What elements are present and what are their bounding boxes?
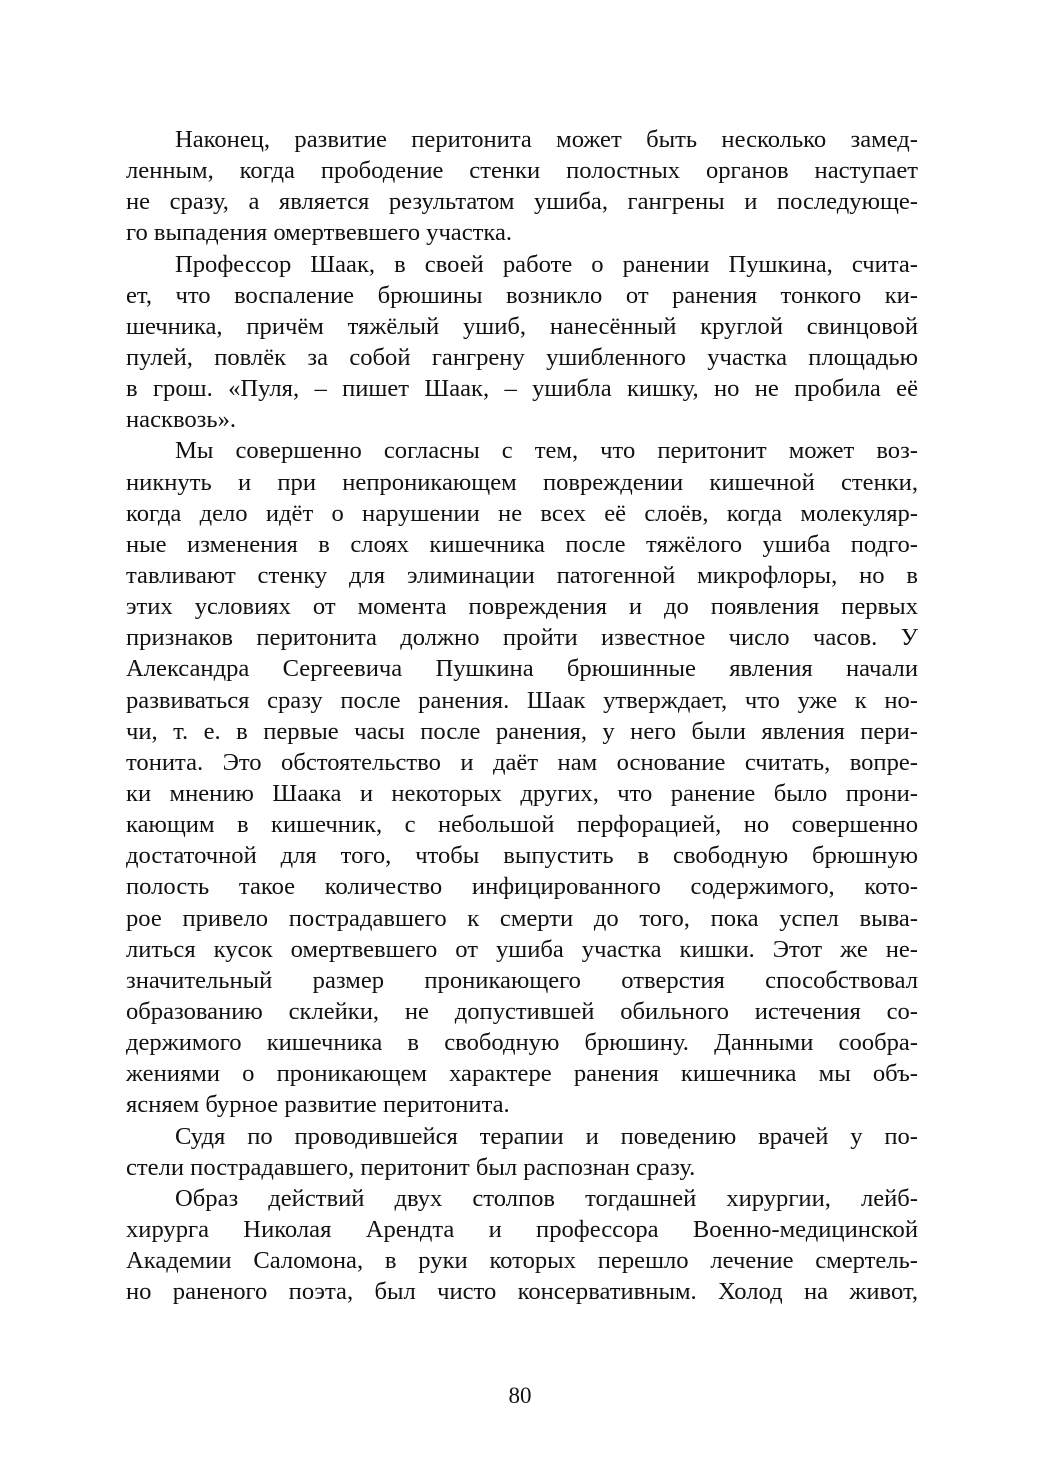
text-line: тонита. Это обстоятельство и даёт нам основание считать, вопре- <box>126 748 918 776</box>
text-line: признаков перитонита должно пройти известное число часов. У <box>126 624 918 652</box>
page-body <box>126 124 918 1307</box>
text-line: стели пострадавшего, перитонит был распознан сразу. <box>126 1153 696 1181</box>
text-line: шечника, причём тяжёлый ушиб, нанесённый круглой свинцовой <box>126 312 918 340</box>
page-number: 80 <box>508 1383 532 1408</box>
text-line: ленным, когда прободение стенки полостных органов наступает <box>126 157 918 185</box>
paragraph-5 <box>126 1183 918 1308</box>
text-line: никнуть и при непроникающем повреждении кишечной стенки, <box>126 468 918 496</box>
text-line: Профессор Шаак, в своей работе о ранении Пушкина, счита- <box>175 250 918 278</box>
text-line: развиваться сразу после ранения. Шаак утверждает, что уже к но- <box>126 686 918 714</box>
text-line: держимого кишечника в свободную брюшину. Данными сообра- <box>126 1029 918 1057</box>
text-line: Академии Саломона, в руки которых перешло лечение смертель- <box>126 1247 918 1275</box>
text-line: ет, что воспаление брюшины возникло от ранения тонкого ки- <box>126 281 918 309</box>
text-line: когда дело идёт о нарушении не всех её слоёв, когда молекуляр- <box>126 499 918 527</box>
text-line: пулей, повлёк за собой гангрену ушибленного участка площадью <box>126 343 918 371</box>
text-line: но раненого поэта, был чисто консервативным. Холод на живот, <box>126 1278 918 1306</box>
text-line: Судя по проводившейся терапии и поведению врачей у по- <box>175 1122 918 1150</box>
text-line: чи, т. е. в первые часы после ранения, у него были явления пери- <box>126 717 918 745</box>
text-line: литься кусок омертвевшего от ушиба участка кишки. Этот же не- <box>126 935 918 963</box>
text-line: жениями о проникающем характере ранения кишечника мы объ- <box>126 1060 918 1088</box>
paragraph-2 <box>126 249 918 436</box>
text-line: не сразу, а является результатом ушиба, гангрены и последующе- <box>126 188 918 216</box>
text-line: Мы совершенно согласны с тем, что перитонит может воз- <box>175 437 918 465</box>
text-line: го выпадения омертвевшего участка. <box>126 219 513 247</box>
text-line: кающим в кишечник, с небольшой перфорацией, но совершенно <box>126 811 918 839</box>
text-line: в грош. «Пуля, – пишет Шаак, – ушибла кишку, но не пробила её <box>126 375 918 403</box>
text-line: ясняем бурное развитие перитонита. <box>126 1091 510 1119</box>
text-line: Александра Сергеевича Пушкина брюшинные явления начали <box>126 655 918 683</box>
text-line: ные изменения в слоях кишечника после тяжёлого ушиба подго- <box>126 530 918 558</box>
text-line: тавливают стенку для элиминации патогенной микрофлоры, но в <box>126 561 918 589</box>
text-line: Образ действий двух столпов тогдашней хирургии, лейб- <box>175 1184 918 1212</box>
paragraph-1 <box>126 124 918 249</box>
text-line: рое привело пострадавшего к смерти до того, пока успел выва- <box>126 904 918 932</box>
text-line: полость такое количество инфицированного содержимого, кото- <box>126 873 918 901</box>
text-line: хирурга Николая Арендта и профессора Военно-медицинской <box>126 1215 918 1243</box>
text-line: значительный размер проникающего отверстия способствовал <box>126 966 918 994</box>
text-line: достаточной для того, чтобы выпустить в свободную брюшную <box>126 842 918 870</box>
text-line: образованию склейки, не допустившей обильного истечения со- <box>126 997 918 1025</box>
text-line: насквозь». <box>126 406 237 434</box>
text-line: этих условиях от момента повреждения и до появления первых <box>126 593 918 621</box>
paragraph-3 <box>126 435 918 1120</box>
text-line: ки мнению Шаака и некоторых других, что ранение было прони- <box>126 779 918 807</box>
paragraph-4 <box>126 1121 918 1183</box>
text-line: Наконец, развитие перитонита может быть несколько замед- <box>175 126 918 153</box>
